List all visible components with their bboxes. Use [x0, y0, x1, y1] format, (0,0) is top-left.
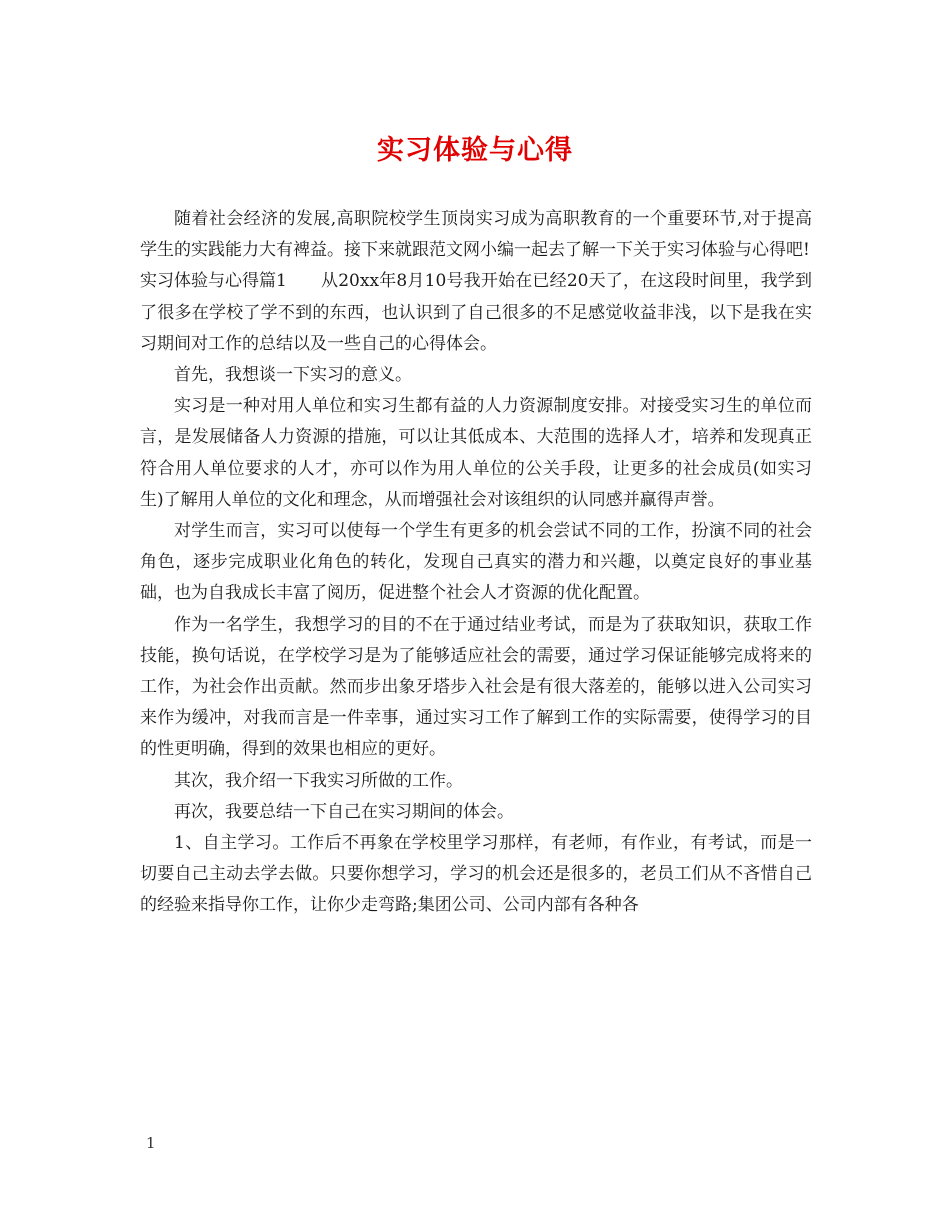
- body-paragraph: 对学生而言，实习可以使每一个学生有更多的机会尝试不同的工作，扮演不同的社会角色，逐步完成职业化角色的转化，发现自己真实的潜力和兴趣，以奠定良好的事业基础，也为自我成长丰富了阅历，促进整个社会人才资源的优化配置。: [140, 521, 812, 604]
- document-body: [140, 204, 812, 922]
- body-paragraph: 1、自主学习。工作后不再象在学校里学习那样，有老师，有作业，有考试，而是一切要自己主动去学去做。只要你想学习，学习的机会还是很多的，老员工们从不吝惜自己的经验来指导你工作，让你少走弯路;集团公司、公司内部有各种各: [140, 833, 812, 916]
- section-label: 实习体验与心得篇1: [140, 271, 287, 292]
- section-paragraph: [140, 266, 812, 360]
- body-paragraph: 实习是一种对用人单位和实习生都有益的人力资源制度安排。对接受实习生的单位而言，是发展储备人力资源的措施，可以让其低成本、大范围的选择人才，培养和发现真正符合用人单位要求的人才，亦可以作为用人单位的公关手段，让更多的社会成员(如实习生)了解用人单位的文化和理念，从而增强社会对该组织的认同感并赢得声誉。: [140, 396, 812, 510]
- page-number: 1: [146, 1134, 156, 1152]
- body-paragraph: 再次，我要总结一下自己在实习期间的体会。: [174, 801, 514, 822]
- section-text: 从20xx年8月10号我开始在已经20天了，在这段时间里，我学到了很多在学校了学不到的东西，也认识到了自己很多的不足感觉收益非浅，以下是我在实习期间对工作的总结以及一些自己的心得体会。: [140, 271, 812, 354]
- page-title: 实习体验与心得: [377, 135, 573, 166]
- body-paragraph: 首先，我想谈一下实习的意义。: [174, 365, 412, 386]
- intro-paragraph: 随着社会经济的发展,高职院校学生顶岗实习成为高职教育的一个重要环节,对于提高学生的实践能力大有裨益。接下来就跟范文网小编一起去了解一下关于实习体验与心得吧!: [140, 209, 812, 261]
- body-paragraph: 作为一名学生，我想学习的目的不在于通过结业考试，而是为了获取知识，获取工作技能，换句话说，在学校学习是为了能够适应社会的需要，通过学习保证能够完成将来的工作，为社会作出贡献。然而步出象牙塔步入社会是有很大落差的，能够以进入公司实习来作为缓冲，对我而言是一件幸事，通过实习工作了解到工作的实际需要，使得学习的目的性更明确，得到的效果也相应的更好。: [140, 614, 812, 760]
- body-paragraph: 其次，我介绍一下我实习所做的工作。: [174, 770, 463, 791]
